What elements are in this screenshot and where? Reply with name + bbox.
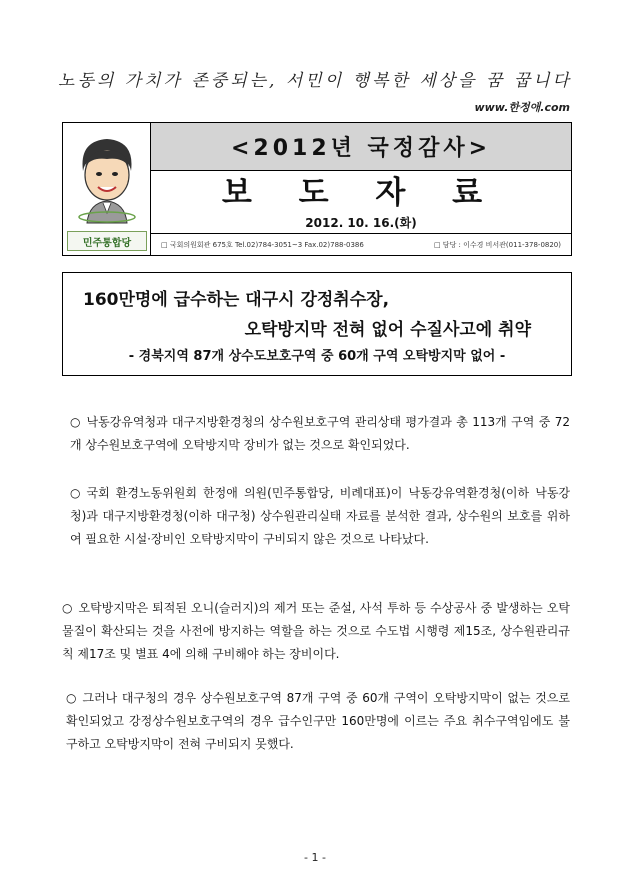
audit-title: <2012년 국정감사> bbox=[151, 123, 571, 171]
page-number: - 1 - bbox=[304, 851, 326, 864]
paragraph-3 bbox=[62, 597, 570, 666]
portrait-illustration-icon bbox=[67, 127, 147, 227]
paragraph-1 bbox=[70, 411, 570, 457]
bullet: ○ bbox=[70, 486, 81, 500]
bullet: ○ bbox=[66, 691, 77, 705]
press-release-title: 보 도 자 료 bbox=[221, 175, 501, 211]
paragraph-text: 그러나 대구청의 경우 상수원보호구역 87개 구역 중 60개 구역이 오탁방지막이 없는 것으로 확인되었고 강정상수원보호구역의 경우 급수인구만 160만명에 이르는 주요 취수구역임에도 불구하고 오탁방지막이 전혀 구비되지 못했다. bbox=[66, 691, 570, 751]
headline-subline: - 경북지역 87개 상수도보호구역 중 60개 구역 오탁방지막 없어 - bbox=[128, 349, 506, 364]
slogan: 노동의 가치가 존중되는, 서민이 행복한 세상을 꿈 꿉니다 bbox=[58, 71, 572, 91]
office-info: □ 국회의원회관 675호 Tel.02)784-3051~3 Fax.02)788-0386 bbox=[161, 240, 364, 249]
paragraph-4 bbox=[66, 687, 570, 756]
paragraph-text: 낙동강유역청과 대구지방환경청의 상수원보호구역 관리상태 평가결과 총 113개 구역 중 72개 상수원보호구역에 오탁방지막 장비가 없는 것으로 확인되었다. bbox=[70, 415, 570, 452]
headline-line-1: 160만명에 급수하는 대구시 강정취수장, bbox=[83, 290, 390, 310]
bullet: ○ bbox=[62, 601, 73, 615]
paragraph-text: 국회 환경노동위원회 한정애 의원(민주통합당, 비례대표)이 낙동강유역환경청(이하 낙동강청)과 대구지방환경청(이하 대구청) 상수원관리실태 자료를 분석한 결과, 상수원의 보호를 위하여 필요한 시설·장비인 오탁방지막이 구비되지 않은 것으로 나타났다. bbox=[70, 486, 570, 546]
press-header-box bbox=[62, 122, 572, 256]
press-date: 2012. 10. 16.(화) bbox=[305, 216, 417, 230]
staff-contact: □ 담당 : 이수경 비서관(011-378-0820) bbox=[433, 240, 561, 249]
website-url[interactable]: www.한정애.com bbox=[474, 101, 570, 114]
paragraph-text: 오탁방지막은 퇴적된 오니(슬러지)의 제거 또는 준설, 사석 투하 등 수상공사 중 발생하는 오탁물질이 확산되는 것을 사전에 방지하는 역할을 하는 것으로 수도법 시행령 제15조, 상수원관리규칙 제17조 및 별표 4에 의해 구비해야 하는 장비이다. bbox=[62, 601, 570, 661]
paragraph-2 bbox=[70, 482, 570, 551]
party-logo: 민주통합당 bbox=[67, 231, 147, 251]
headline-box bbox=[62, 272, 572, 376]
logo-cell bbox=[63, 123, 151, 255]
bullet: ○ bbox=[70, 415, 81, 429]
contact-line bbox=[151, 233, 571, 255]
headline-line-2: 오탁방지막 전혀 없어 수질사고에 취약 bbox=[244, 320, 531, 340]
